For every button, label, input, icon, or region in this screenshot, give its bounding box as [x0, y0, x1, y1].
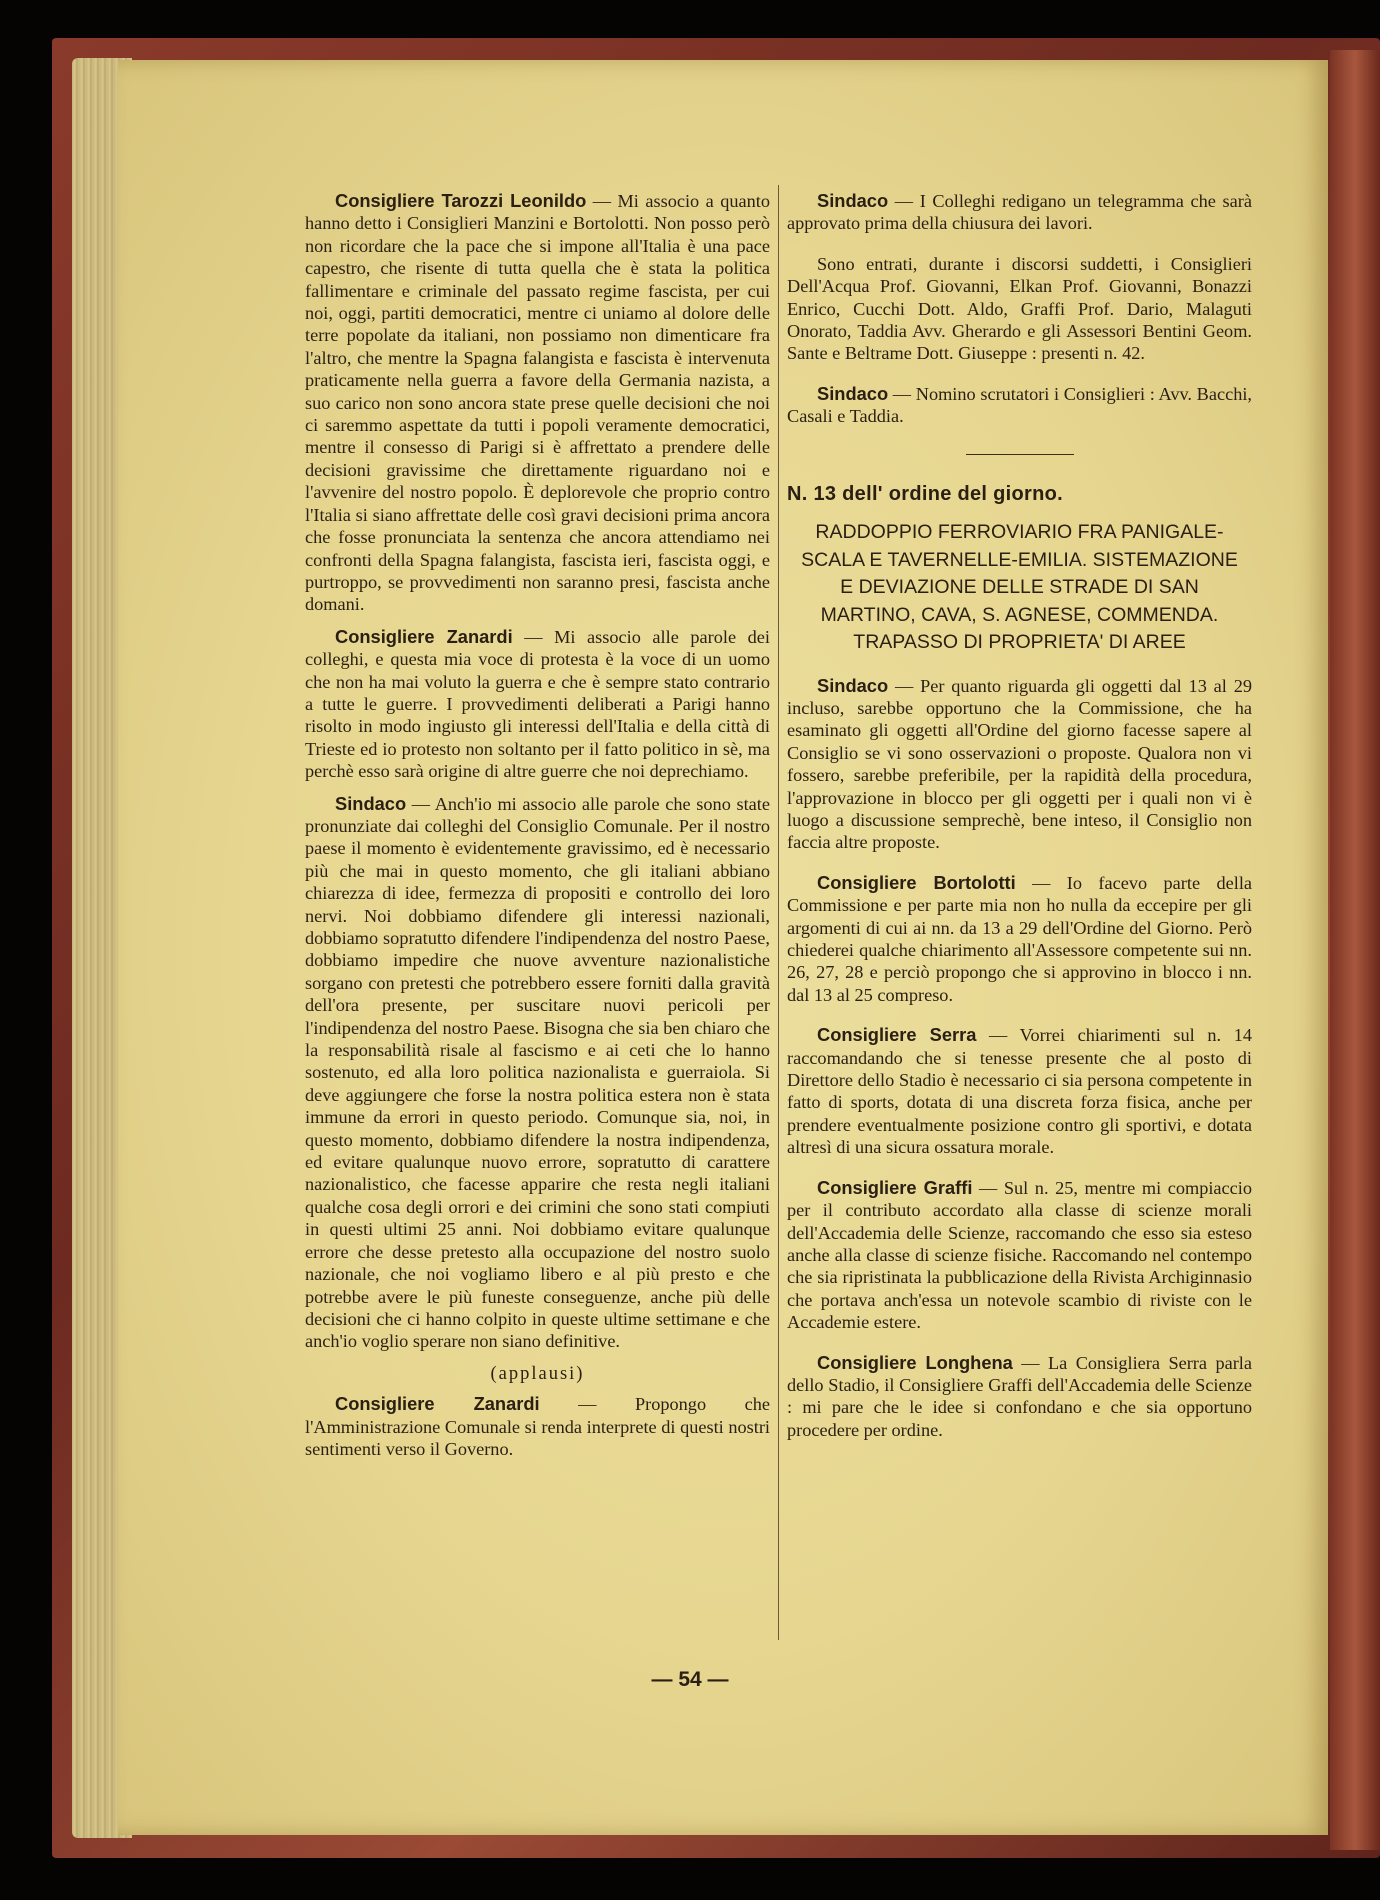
applause-note: (applausi): [490, 1363, 585, 1384]
speech-text: — La Consigliera Serra parla dello Stadio, il Consigliere Graffi dell'Accademia delle Scienze : mi pare che le idee si confondano e che sia opportuno procedere per ordine.: [787, 1352, 1252, 1440]
page-number: — 54 —: [651, 1668, 729, 1691]
paragraph: [305, 190, 770, 616]
paragraph: [787, 675, 1252, 854]
right-column: [787, 190, 1252, 1451]
speech-text: — Anch'io mi associo alle parole che sono state pronunziate dai colleghi del Consiglio Comunale. Per il nostro paese il momento è evidentemente gravissimo, ed è necessario più che mai in questo momento, che gli italiani abbiano chiarezza di idee, fermezza di propositi e controllo dei loro nervi. Noi dobbiamo difendere gli interessi nazionali, dobbiamo sopratutto difendere l'indipendenza del nostro Paese, dobbiamo impedire che nuove avventure nazionalistiche sorgano con pretesti che potrebbero essere forniti dalla gravità dell'ora presente, per suscitare nuovi pericoli per l'indipendenza del nostro Paese. Bisogna che sia ben chiaro che la responsabilità risale al fascismo e ai ceti che lo hanno sostenuto, ed alla loro politica nazionalista e guerraiola. Si deve aggiungere che forse la nostra politica estera non è stata immune da errori in questo periodo. Comunque sia, noi, in questo momento, dobbiamo difendere la nostra indipendenza, ed evitare qualunque nuovo errore, sopratutto di carattere nazionalistico, che facesse apparire che resta negli italiani qualche cosa degli orrori e dei crimini che sono stati compiuti in questi ultimi 25 anni. Noi dobbiamo evitare qualunque errore che desse pretesto alla occupazione del nostro suolo nazionale, che noi vogliamo libero e al più presto e che potrebbe avere le più funeste conseguenze, anche più delle decisioni che ci hanno colpito in queste ultime settimane e che anch'io voglio sperare non siano definitive.: [305, 793, 770, 1352]
speech-text: — Per quanto riguarda gli oggetti dal 13 al 29 incluso, sarebbe opportuno che la Commissione, che ha esaminato gli oggetti all'Ordine del giorno facesse sapere al Consiglio se vi sono osservazioni o proposte. Qualora non vi fossero, sarebbe preferibile, per la rapidità della procedura, l'approvazione in blocco per gli oggetti per i quali non vi è luogo a discussione semprechè, bene inteso, il Consiglio non faccia altre proposte.: [787, 675, 1252, 853]
speaker-name: Consigliere Serra: [817, 1024, 977, 1046]
column-divider: [778, 185, 779, 1640]
speaker-name: Consigliere Tarozzi Leonildo: [335, 190, 587, 211]
speaker-name: Sindaco: [817, 382, 889, 404]
speech-text: — Io facevo parte della Commissione e per parte mia non ho nulla da eccepire per gli argomenti di cui ai nn. da 13 a 29 dell'Ordine del Giorno. Però chiederei qualche chiarimento all'Assessore competente sui nn. 26, 27, 28 e perciò propongo che si approvino in blocco i nn. dal 13 al 25 compreso.: [787, 872, 1253, 1005]
paragraph: [787, 1024, 1252, 1158]
speaker-name: Sindaco: [817, 190, 889, 211]
paragraph: [787, 1352, 1252, 1442]
section-separator: [966, 454, 1074, 455]
paragraph: [787, 872, 1252, 1006]
speaker-name: Consigliere Longhena: [817, 1351, 1013, 1373]
speech-text: — Nomino scrutatori i Consiglieri : Avv. Bacchi, Casali e Taddia.: [787, 383, 1252, 427]
speech-text: — I Colleghi redigano un telegramma che sarà approvato prima della chiusura dei lavori.: [787, 191, 1252, 234]
speech-text: — Propongo che l'Amministrazione Comunale si renda interprete di questi nostri sentimenti verso il Governo.: [305, 1394, 770, 1459]
paragraph: [305, 793, 770, 1353]
speech-text: — Mi associo a quanto hanno detto i Consiglieri Manzini e Bortolotti. Non posso però non ricordare che la pace che si impone all'Italia è una pace capestro, che risente di tutta quella che è stata la politica fallimentare e criminale del passato regime fascista, per cui noi, oggi, partiti democratici, mentre ci uniamo al dolore delle terre popolate da italiani, non possiamo non dimenticare fra l'altro, che mentre la Spagna falangista e fascista è intervenuta praticamente nella guerra a favore della Germania nazista, a suo carico non sono ancora state prese quelle decisioni che noi ci saremmo aspettate da tutti i popoli veramente democratici, mentre il consesso di Parigi si è affrettato a prendere delle decisioni gravissime che direttamente riguardano noi e l'avvenire del nostro popolo. È deplorevole che proprio contro l'Italia si siano affrettate delle così gravi decisioni prima ancora che fosse pronunciata la sentenza che ancora attendiamo nei confronti della Spagna falangista, fascista ieri, fascista oggi, e purtroppo, se provvedimenti non saranno presi, fascista anche domani.: [305, 191, 770, 615]
paragraph: [787, 190, 1252, 235]
agenda-item-title: RADDOPPIO FERROVIARIO FRA PANIGALE-SCALA E TAVERNELLE-EMILIA. SISTEMAZIONE E DEVIAZIONE DELLE STRADE DI SAN MARTINO, CAVA, S. AGNESE, COMMENDA. TRAPASSO DI PROPRIETA' DI AREE: [801, 521, 1238, 654]
left-column: [305, 190, 770, 1470]
paragraph: [305, 1393, 770, 1460]
speaker-name: Sindaco: [817, 674, 889, 696]
speaker-name: Sindaco: [335, 792, 407, 814]
book-binding-edge: [1330, 50, 1380, 1850]
attendance-note: Sono entrati, durante i discorsi suddetti, i Consiglieri Dell'Acqua Prof. Giovanni, Elkan Prof. Giovanni, Bonazzi Enrico, Cucchi Dott. Aldo, Graffi Prof. Dario, Malaguti Onorato, Taddia Avv. Gherardo e gli Assessori Bentini Geom. Sante e Beltrame Dott. Giuseppe : presenti n. 42.: [787, 253, 1252, 364]
speaker-name: Consigliere Bortolotti: [817, 871, 1016, 893]
speaker-name: Consigliere Graffi: [817, 1176, 973, 1198]
speech-text: — Mi associo alle parole dei colleghi, e questa mia voce di protesta è la voce di un uomo che non ha mai voluto la guerra e che è sempre stato contrario a tutte le guerre. I provvedimenti deliberati a Parigi hanno risolto in modo ingiusto gli interessi dell'Italia e della città di Trieste ed io protesto non soltanto per il fatto politico in sè, ma perchè esso sarà origine di altre guerre che noi deprechiamo.: [305, 626, 770, 782]
speaker-name: Consigliere Zanardi: [335, 1393, 540, 1415]
paragraph: [787, 383, 1252, 428]
agenda-heading: N. 13 dell' ordine del giorno.: [787, 482, 1064, 505]
speaker-name: Consigliere Zanardi: [335, 625, 513, 647]
speech-text: — Sul n. 25, mentre mi compiaccio per il contributo accordato alla classe di scienze morali dell'Accademia delle Scienze, raccomando che esso sia esteso anche alla classe di scienze fisiche. Raccomando nel contempo che sia ripristinata la pubblicazione della Rivista Archiginnasio che portava anch'essa un notevole scambio di riviste con le Accademie estere.: [787, 1177, 1252, 1333]
speech-text: — Vorrei chiarimenti sul n. 14 raccomandando che si tenesse presente che al posto di Direttore dello Stadio è necessario ci sia persona competente in fatto di sports, dotata di una discreta forza fisica, anche per prendere eventualmente posizione contro gli sportivi, e dotata altresì di una sicura ossatura morale.: [787, 1025, 1252, 1158]
paragraph: [787, 1177, 1252, 1334]
paragraph: [305, 626, 770, 783]
